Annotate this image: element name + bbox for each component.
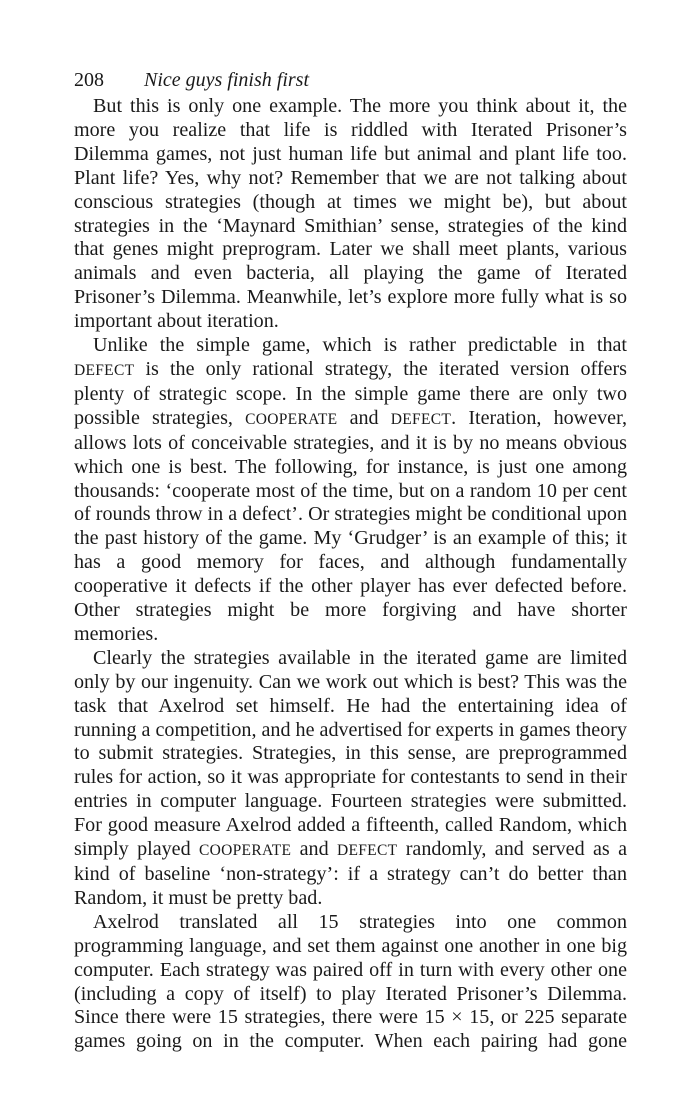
strategy-term-cooperate: COOPERATE — [199, 842, 292, 860]
text-run: is the only rational strategy, the iterated version offers plenty of strategic scope. In the simple game there are only two possible strategies, — [74, 357, 627, 429]
paragraph-2 — [74, 334, 627, 647]
text-run: Unlike the simple game, which is rather predictable in that — [93, 334, 627, 357]
strategy-term-cooperate: COOPERATE — [245, 410, 338, 428]
page-number: 208 — [74, 69, 104, 91]
strategy-term-defect: DEFECT — [337, 842, 398, 860]
strategy-term-defect: DEFECT — [390, 410, 452, 428]
paragraph-3 — [74, 647, 627, 911]
running-title: Nice guys finish first — [144, 69, 309, 91]
text-run: . Iteration, however, allows lots of conceivable strategies, and it is by no means obvious which one is best. The following, for instance, is just one among thousands: ‘cooperate most of the time, but on a random 10 per cent of rounds throw in a defect’. Or strategies might be conditional upon the past history of the game. My ‘Grudger’ is an example of this; it has a good memory for faces, and although fundamentally cooperative it defects if the other player has ever defected before. Other strategies might be more forgiving and have shorter memories. — [74, 406, 627, 645]
text-run: and — [337, 406, 391, 429]
text-run: and — [291, 838, 337, 861]
strategy-term-defect: DEFECT — [74, 361, 135, 379]
book-page — [74, 68, 627, 1054]
text-run: Clearly the strategies available in the iterated game are limited only by our ingenuity. Can we work out which is best? This was the task that Axelrod set himself. He had the entertaining idea of running a competition, and he advertised for experts in games theory to submit strategies. Strategies, in this sense, are preprogrammed rules for action, so it was appropriate for contestants to send in their entries in computer language. Fourteen strategies were submitted. For good measure Axelrod added a fifteenth, called Random, which simply played — [74, 646, 627, 861]
page-header — [74, 68, 627, 92]
paragraph-1: But this is only one example. The more you think about it, the more you realize that life is riddled with Iterated Prisoner’s Dilemma games, not just human life but animal and plant life too. Plant life? Yes, why not? Remember that we are not talking about conscious strategies (though at times we might be), but about strategies in the ‘Maynard Smithian’ sense, strategies of the kind that genes might preprogram. Later we shall meet plants, various animals and even bacteria, all playing the game of Iterated Prisoner’s Dilemma. Meanwhile, let’s explore more fully what is so important about iteration. — [74, 95, 627, 333]
paragraph-4: Axelrod translated all 15 strategies into one common programming language, and set them against one another in one big computer. Each strategy was paired off in turn with every other one (including a copy of itself) to play Iterated Prisoner’s Dilemma. Since there were 15 strategies, there were 15 × 15, or 225 separate games going on in the computer. When each pairing had gone — [74, 910, 627, 1053]
body-text — [74, 95, 627, 1054]
text-run: randomly, and served as a kind of baseline ‘non-strategy’: if a strategy can’t do better than Random, it must be pretty bad. — [74, 838, 627, 909]
